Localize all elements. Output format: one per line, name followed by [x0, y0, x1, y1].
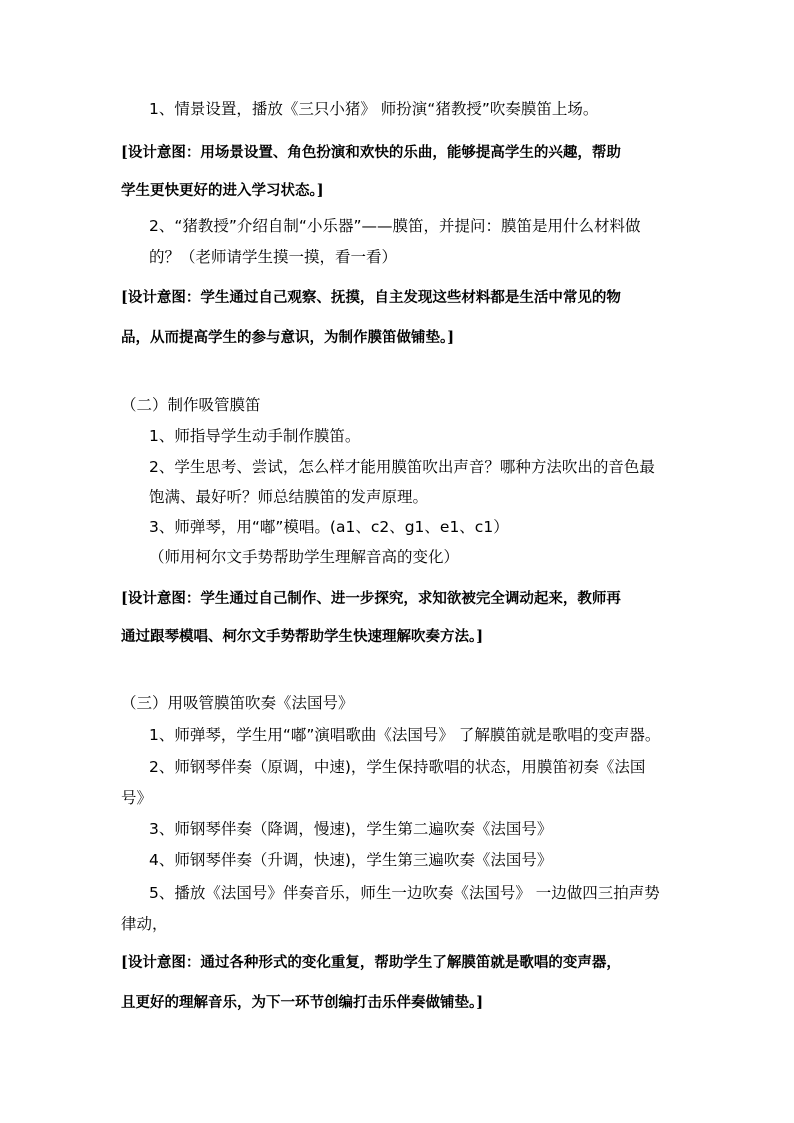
s2-design-intent-line-2: 通过跟琴模唱、柯尔文手势帮助学生快速理解吹奏方法。]	[121, 628, 484, 645]
s3-item-5-line-1: 5、播放《法国号》伴奏音乐，师生一边吹奏《法国号》 一边做四三拍声势	[149, 884, 660, 902]
s3-item-4: 4、师钢琴伴奏（升调，快速)，学生第三遍吹奏《法国号》	[149, 851, 553, 869]
s1-design-intent-1-line-1: [设计意图：用场景设置、角色扮演和欢快的乐曲，能够提高学生的兴趣，帮助	[121, 144, 621, 161]
s3-design-intent-line-1: [设计意图：通过各种形式的变化重复，帮助学生了解膜笛就是歌唱的变声器，	[121, 954, 621, 971]
s1-design-intent-2-line-2: 品，从而提高学生的参与意识，为制作膜笛做铺垫。]	[121, 329, 455, 346]
section-2-heading: （二）制作吸管膜笛	[121, 396, 261, 414]
s2-design-intent-line-1: [设计意图：学生通过自己制作、进一步探究，求知欲被完全调动起来，教师再	[121, 590, 621, 607]
s2-item-2-line-2: 饱满、最好听？师总结膜笛的发声原理。	[149, 488, 429, 506]
s3-design-intent-line-2: 且更好的理解音乐，为下一环节创编打击乐伴奏做铺垫。]	[121, 994, 484, 1011]
s1-design-intent-2-line-1: [设计意图：学生通过自己观察、抚摸，自主发现这些材料都是生活中常见的物	[121, 289, 621, 306]
s2-item-2-line-1: 2、学生思考、尝试，怎么样才能用膜笛吹出声音？哪种方法吹出的音色最	[149, 458, 655, 476]
s3-item-2-line-1: 2、师钢琴伴奏（原调，中速)，学生保持歌唱的状态，用膜笛初奏《法国	[149, 758, 646, 776]
s2-item-3-line-2: （师用柯尔文手势帮助学生理解音高的变化）	[149, 548, 460, 566]
s3-item-3: 3、师钢琴伴奏（降调，慢速)，学生第二遍吹奏《法国号》	[149, 820, 553, 838]
s1-item-2-line-1: 2、“猪教授”介绍自制“小乐器”——膜笛，并提问：膜笛是用什么材料做	[149, 217, 641, 235]
s1-design-intent-1-line-2: 学生更快更好的进入学习状态。]	[121, 182, 324, 199]
s2-item-1: 1、师指导学生动手制作膜笛。	[149, 427, 361, 445]
s1-item-1: 1、情景设置，播放《三只小猪》 师扮演“猪教授”吹奏膜笛上场。	[149, 100, 599, 118]
s3-item-1: 1、师弹琴，学生用“嘟”演唱歌曲《法国号》 了解膜笛就是歌唱的变声器。	[149, 726, 661, 744]
s1-item-2-line-2: 的？（老师请学生摸一摸，看一看）	[149, 248, 398, 266]
section-3-heading: （三）用吸管膜笛吹奏《法国号》	[121, 694, 354, 712]
s3-item-5-line-2: 律动，	[121, 915, 168, 933]
s2-item-3-line-1: 3、师弹琴，用“嘟”模唱。(a1、c2、g1、e1、c1）	[149, 518, 509, 536]
s3-item-2-line-2: 号》	[121, 789, 153, 807]
